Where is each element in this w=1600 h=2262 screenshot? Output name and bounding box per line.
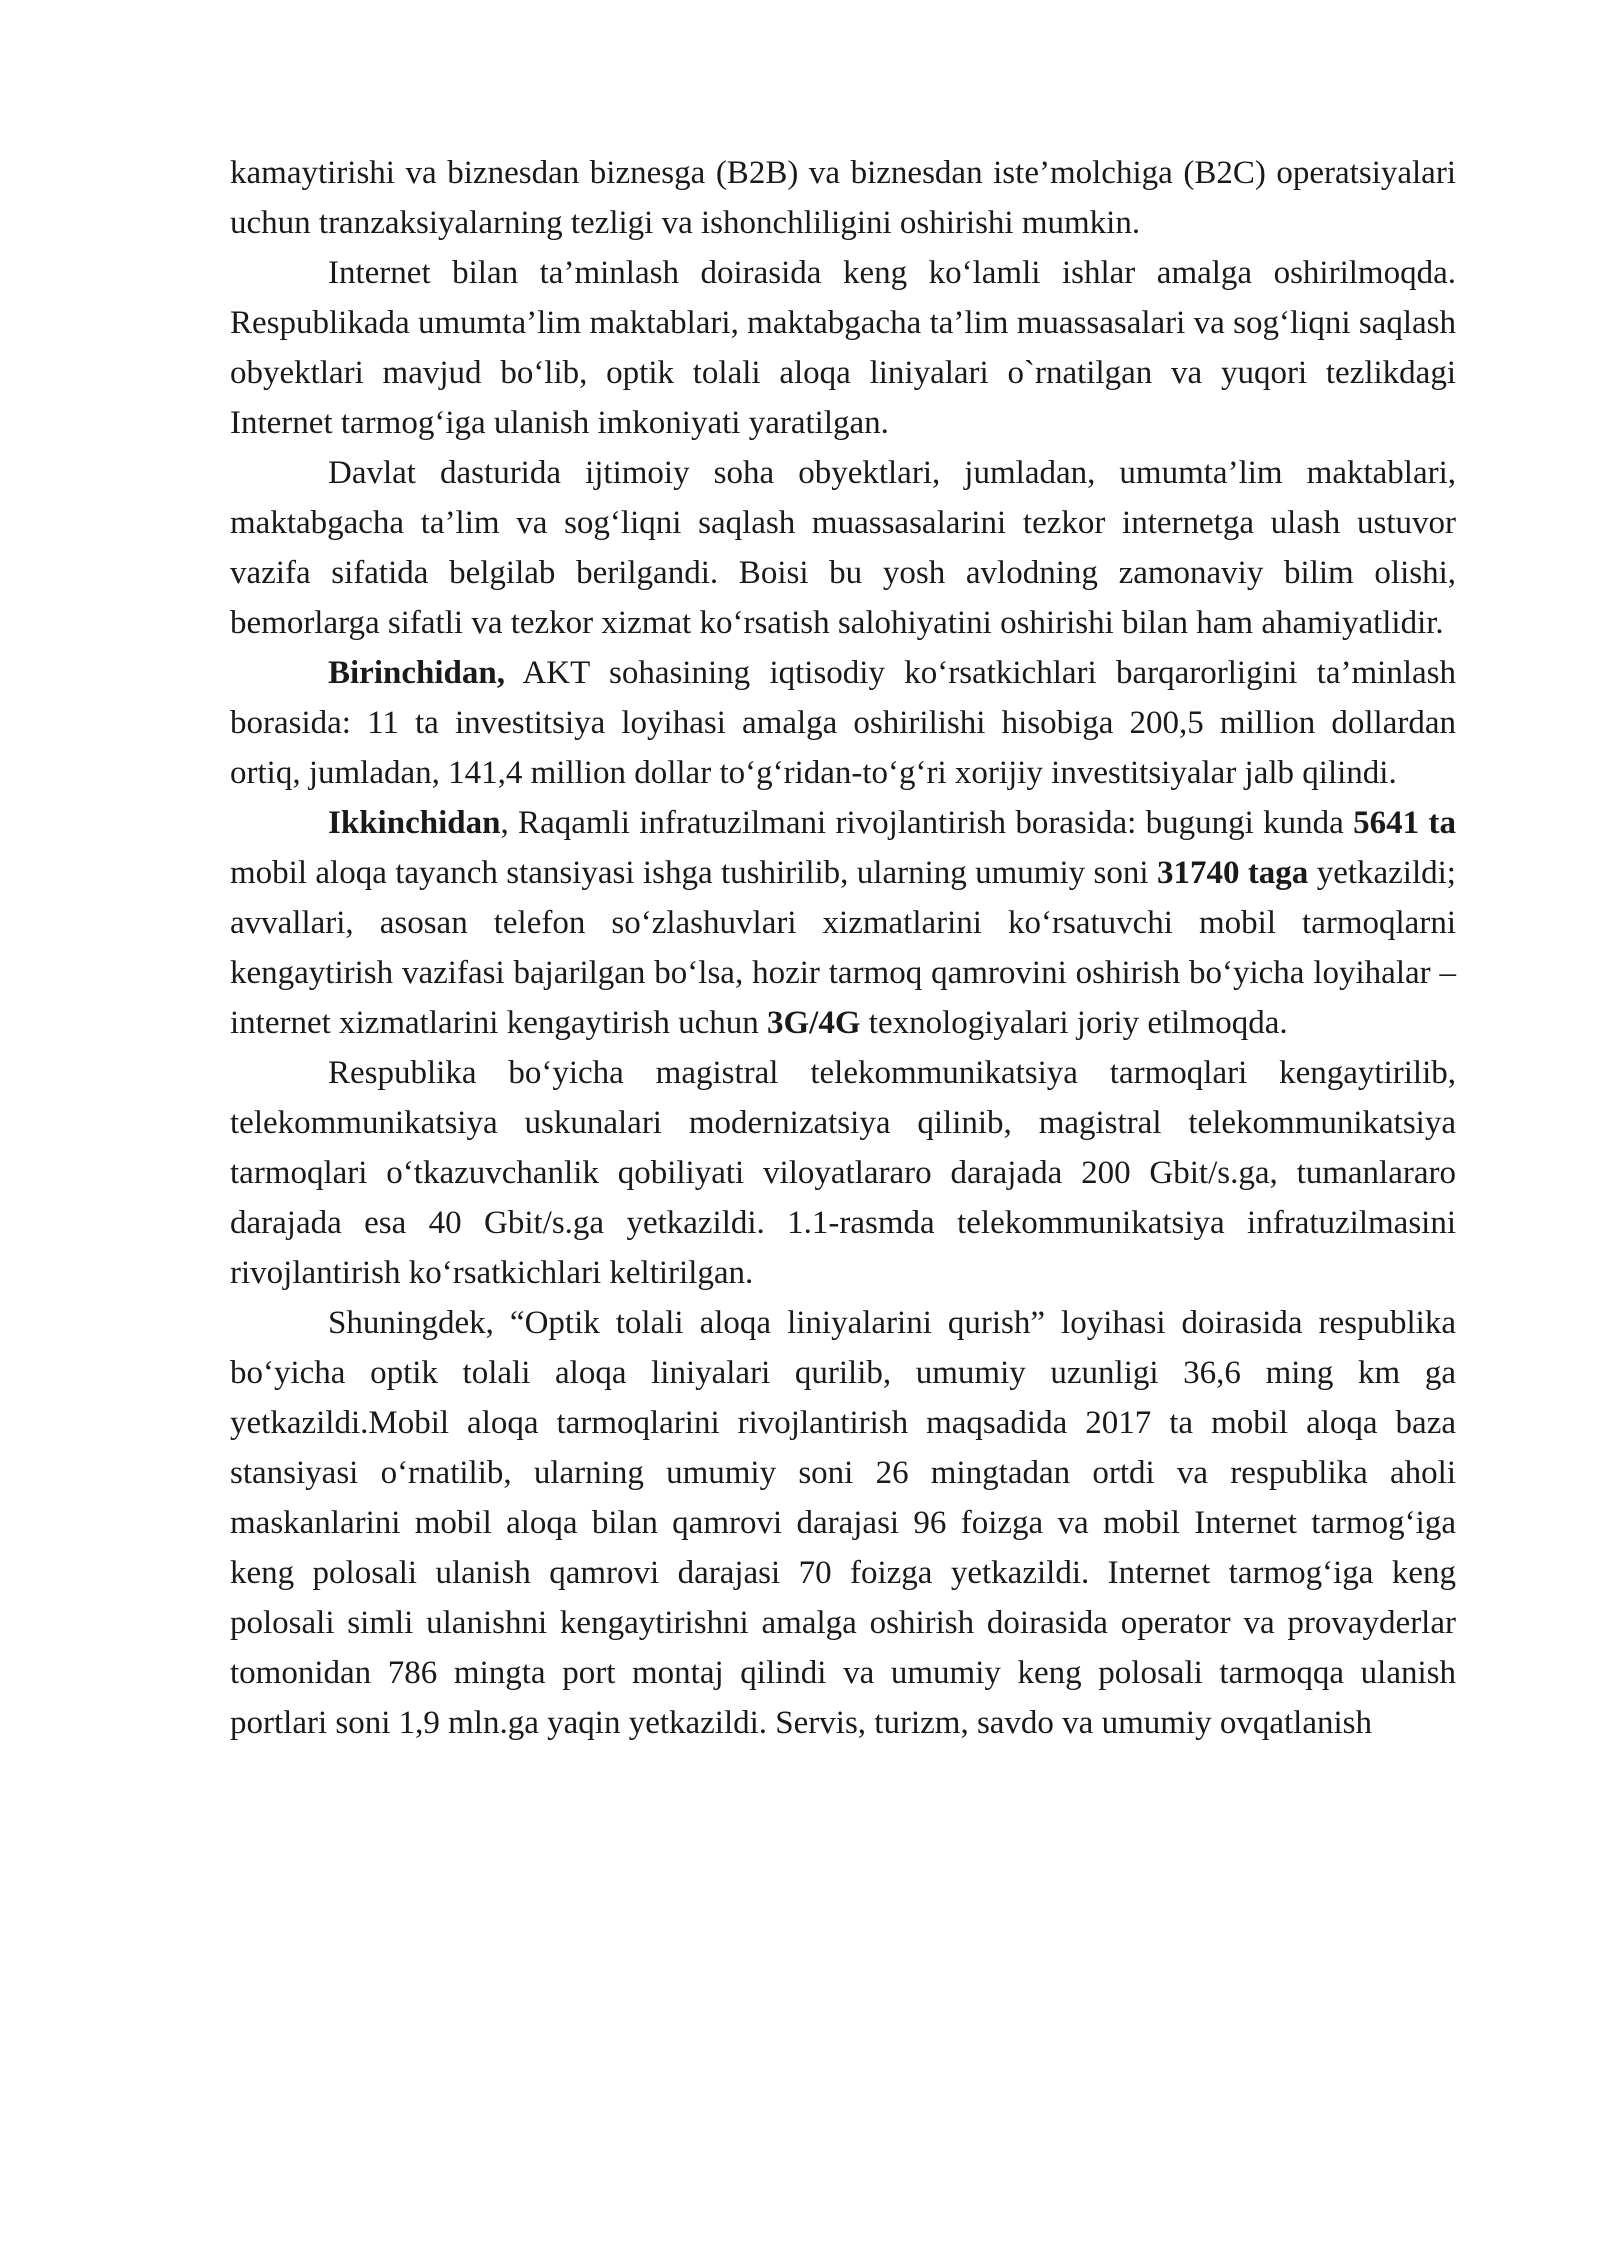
document-page bbox=[230, 148, 1456, 1748]
paragraph-7: Shuningdek, “Optik tolali aloqa liniyalarini qurish” loyihasi doirasida respublika bo‘yicha optik tolali aloqa liniyalari qurilib, umumiy uzunligi 36,6 ming km ga yetkazildi.Mobil aloqa tarmoqlarini rivojlantirish maqsadida 2017 ta mobil aloqa baza stansiyasi o‘rnatilib, ularning umumiy soni 26 mingtadan ortdi va respublika aholi maskanlarini mobil aloqa bilan qamrovi darajasi 96 foizga va mobil Internet tarmog‘iga keng polosali ulanish qamrovi darajasi 70 foizga yetkazildi. Internet tarmog‘iga keng polosali simli ulanishni kengaytirishni amalga oshirish doirasida operator va provayderlar tomonidan 786 mingta port montaj qilindi va umumiy keng polosali tarmoqqa ulanish portlari soni 1,9 mln.ga yaqin yetkazildi. Servis, turizm, savdo va umumiy ovqatlanish bbox=[230, 1305, 1456, 1741]
bold-station-count: 5641 ta bbox=[1353, 805, 1456, 841]
paragraph-3: Davlat dasturida ijtimoiy soha obyektlari, jumladan, umumta’lim maktablari, maktabgacha ta’lim va sog‘liqni saqlash muassasalarini tezkor internetga ulash ustuvor vazifa sifatida belgilab berilgandi. Boisi bu yosh avlodning zamonaviy bilim olishi, bemorlarga sifatli va tezkor xizmat ko‘rsatish salohiyatini oshirishi bilan ham ahamiyatlidir. bbox=[230, 455, 1456, 641]
paragraph-5-text-e: yetkazildi; avvallari, asosan telefon so‘zlashuvlari xizmatlarini ko‘rsatuvchi mobil tarmoqlarni kengaytirish vazifasi bajarilgan bo‘lsa, hozir tarmoq qamrovini oshirish bo‘yicha loyihalar – internet xizmatlarini kengaytirish uchun bbox=[230, 855, 1456, 1041]
paragraph-1: kamaytirishi va biznesdan biznesga (B2B) va biznesdan iste’molchiga (B2C) operatsiyalari uchun tranzaksiyalarning tezligi va ishonchliligini oshirishi mumkin. bbox=[230, 155, 1456, 241]
bold-total-stations: 31740 taga bbox=[1156, 855, 1309, 891]
paragraph-5-text-a: , Raqamli infratuzilmani rivojlantirish borasida: bugungi kunda bbox=[500, 805, 1354, 841]
bold-lead-birinchidan: Birinchidan, bbox=[328, 655, 505, 691]
paragraph-4 bbox=[230, 648, 1456, 798]
paragraph-5 bbox=[230, 798, 1456, 1048]
bold-lead-ikkinchidan: Ikkinchidan bbox=[328, 805, 501, 841]
bold-3g4g: 3G/4G bbox=[767, 1005, 861, 1041]
paragraph-5-text-g: texnologiyalari joriy etilmoqda. bbox=[860, 1005, 1288, 1041]
paragraph-6: Respublika bo‘yicha magistral telekommunikatsiya tarmoqlari kengaytirilib, telekommunikatsiya uskunalari modernizatsiya qilinib, magistral telekommunikatsiya tarmoqlari o‘tkazuvchanlik qobiliyati viloyatlararo darajada 200 Gbit/s.ga, tumanlararo darajada esa 40 Gbit/s.ga yetkazildi. 1.1-rasmda telekommunikatsiya infratuzilmasini rivojlantirish ko‘rsatkichlari keltirilgan. bbox=[230, 1055, 1456, 1291]
paragraph-4-text: AKT sohasining iqtisodiy ko‘rsatkichlari barqarorligini ta’minlash borasida: 11 ta investitsiya loyihasi amalga oshirilishi hisobiga 200,5 million dollardan ortiq, jumladan, 141,4 million dollar to‘g‘ridan-to‘g‘ri xorijiy investitsiyalar jalb qilindi. bbox=[230, 655, 1456, 791]
paragraph-5-text-c: mobil aloqa tayanch stansiyasi ishga tushirilib, ularning umumiy soni bbox=[230, 855, 1157, 891]
paragraph-2: Internet bilan ta’minlash doirasida keng ko‘lamli ishlar amalga oshirilmoqda. Respublikada umumta’lim maktablari, maktabgacha ta’lim muassasalari va sog‘liqni saqlash obyektlari mavjud bo‘lib, optik tolali aloqa liniyalari o`rnatilgan va yuqori tezlikdagi Internet tarmog‘iga ulanish imkoniyati yaratilgan. bbox=[230, 255, 1456, 441]
